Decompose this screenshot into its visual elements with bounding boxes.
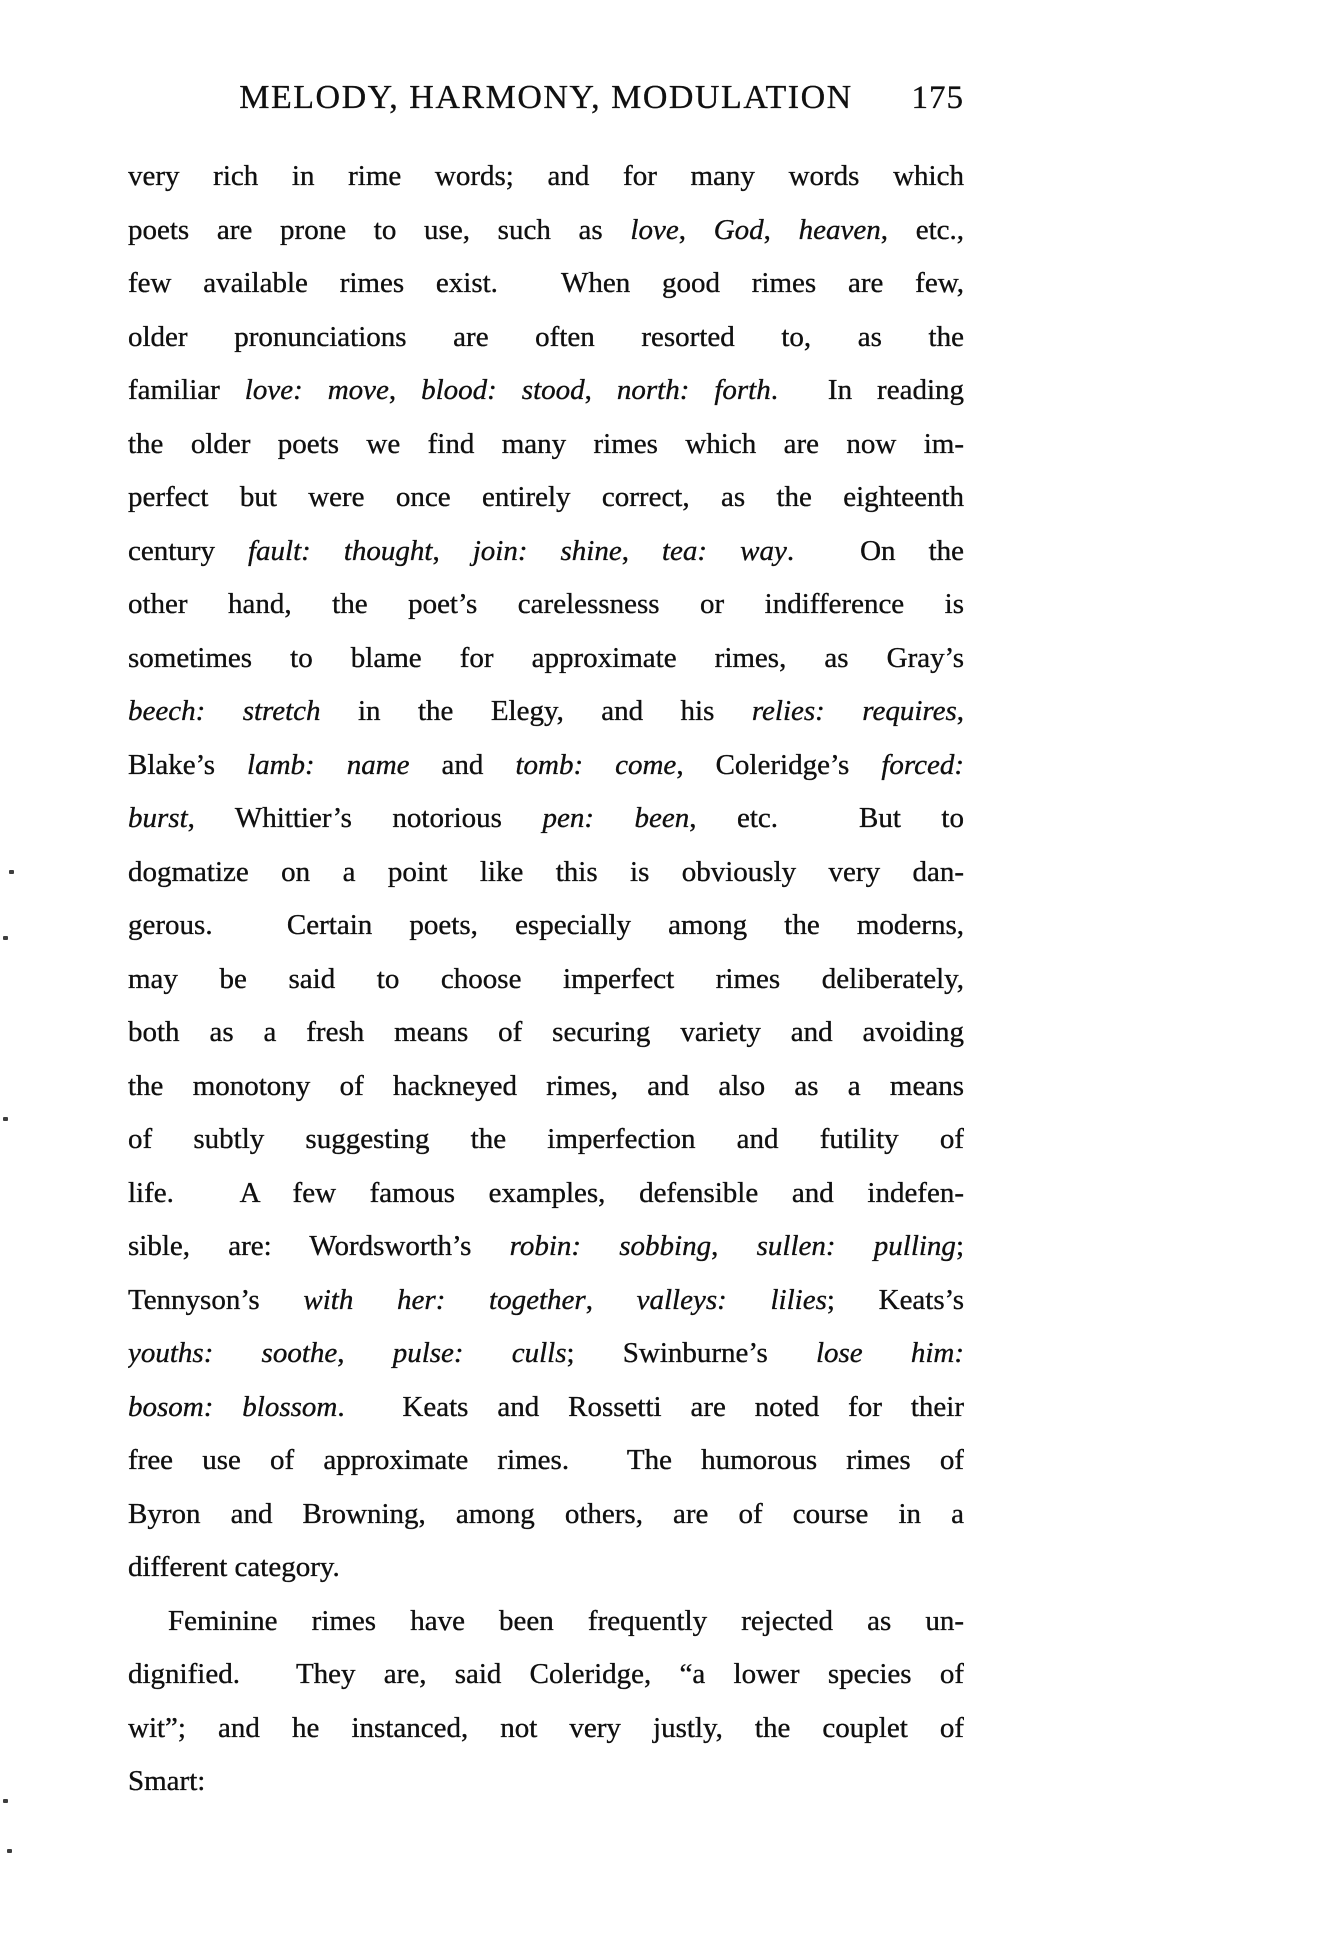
text-line: century fault: thought, join: shine, tea: way. On the <box>128 534 964 567</box>
text-line: dignified. They are, said Coleridge, “a lower species of <box>128 1658 964 1690</box>
scan-speck <box>9 870 14 874</box>
text-line: dogmatize on a point like this is obviously very dan- <box>128 855 964 888</box>
text-line: free use of approximate rimes. The humorous rimes of <box>128 1444 964 1476</box>
text-line: Smart: <box>128 1765 206 1797</box>
text-line: Byron and Browning, among others, are of course in a <box>128 1497 964 1530</box>
text-line: bosom: blossom. Keats and Rossetti are noted for their <box>128 1390 964 1423</box>
text-line: life. A few famous examples, defensible and indefen- <box>128 1176 964 1209</box>
text-line: Tennyson’s with her: together, valleys: lilies; Keats’s <box>128 1283 964 1316</box>
scan-speck <box>3 1117 8 1121</box>
page-number: 175 <box>911 80 964 116</box>
running-head <box>128 74 964 122</box>
text-line: beech: stretch in the Elegy, and his relies: requires, <box>128 695 964 727</box>
text-line: few available rimes exist. When good rimes are few, <box>128 267 964 299</box>
text-line: burst, Whittier’s notorious pen: been, etc. But to <box>128 802 964 834</box>
scan-speck <box>3 1799 8 1803</box>
text-line: Feminine rimes have been frequently rejected as un- <box>168 1604 964 1637</box>
text-line: the monotony of hackneyed rimes, and also as a means <box>128 1069 964 1102</box>
paragraph <box>128 150 964 1595</box>
text-line: both as a fresh means of securing variety and avoiding <box>128 1016 964 1048</box>
scan-speck <box>3 936 8 940</box>
text-line: wit”; and he instanced, not very justly, the couplet of <box>128 1711 964 1744</box>
text-line: very rich in rime words; and for many words which <box>128 160 964 192</box>
text-line: poets are prone to use, such as love, God, heaven, etc., <box>128 213 964 246</box>
text-line: Blake’s lamb: name and tomb: come, Coleridge’s forced: <box>128 748 964 781</box>
text-line: of subtly suggesting the imperfection and futility of <box>128 1123 964 1155</box>
body-text <box>128 150 964 1809</box>
text-line: other hand, the poet’s carelessness or indifference is <box>128 588 964 620</box>
text-line: may be said to choose imperfect rimes deliberately, <box>128 962 964 995</box>
text-line: older pronunciations are often resorted to, as the <box>128 320 964 353</box>
text-line: youths: soothe, pulse: culls; Swinburne’s lose him: <box>128 1337 964 1369</box>
text-line: different category. <box>128 1551 340 1583</box>
paragraph <box>128 1595 964 1809</box>
text-line: familiar love: move, blood: stood, north: forth. In reading <box>128 374 964 406</box>
text-line: the older poets we find many rimes which are now im- <box>128 427 964 460</box>
text-line: sible, are: Wordsworth’s robin: sobbing, sullen: pulling; <box>128 1230 964 1262</box>
text-line: perfect but were once entirely correct, as the eighteenth <box>128 481 964 513</box>
text-line: gerous. Certain poets, especially among the moderns, <box>128 909 964 941</box>
chapter-title: MELODY, HARMONY, MODULATION <box>239 79 853 116</box>
text-line: sometimes to blame for approximate rimes, as Gray’s <box>128 641 964 674</box>
scan-speck <box>7 1849 12 1853</box>
